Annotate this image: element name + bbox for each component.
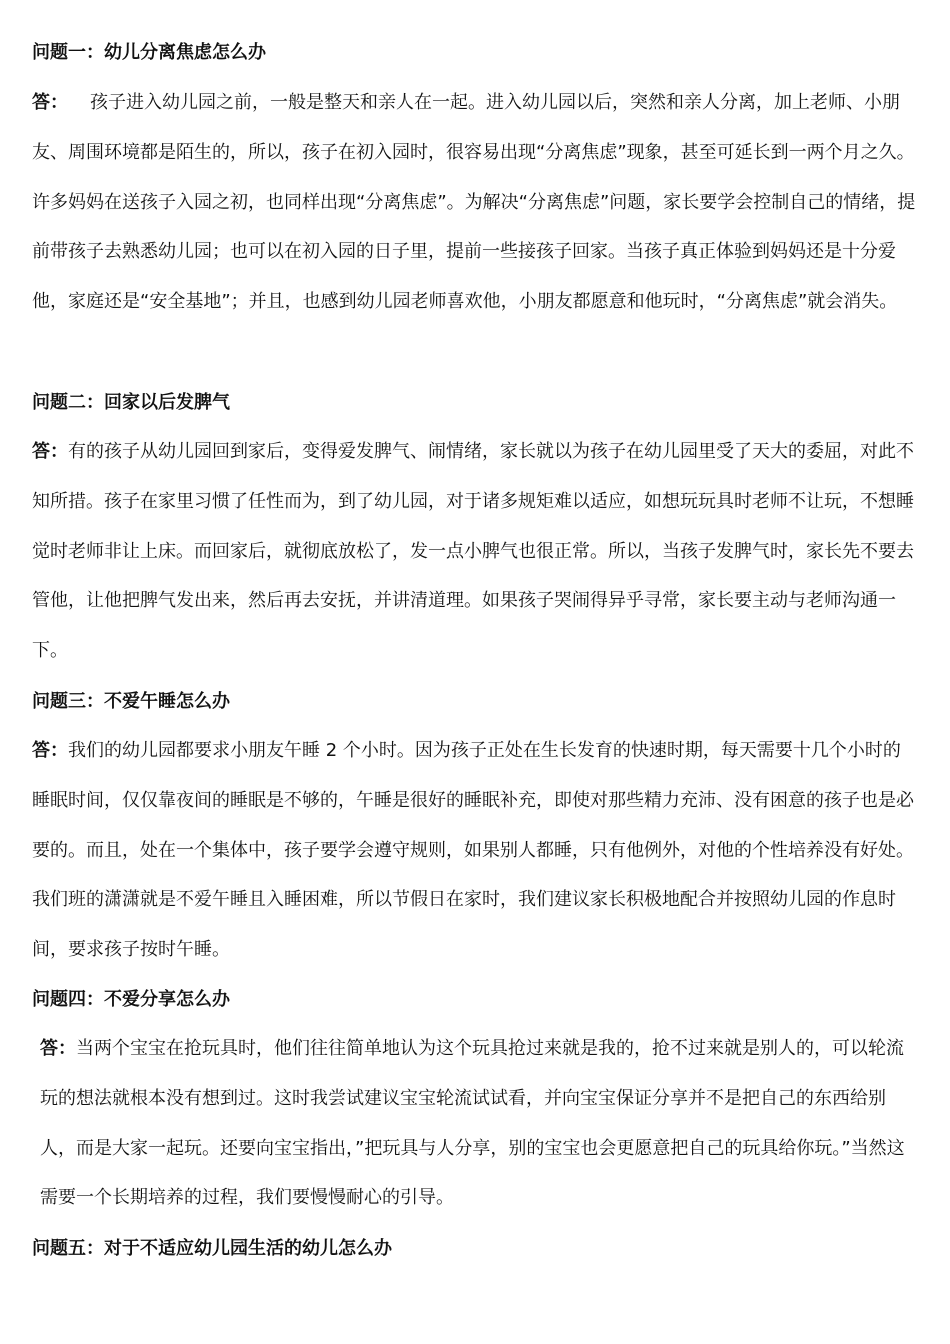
section-1-answer-text: 孩子进入幼儿园之前，一般是整天和亲人在一起。进入幼儿园以后，突然和亲人分离，加上老师、小朋友、周围环境都是陌生的，所以，孩子在初入园时，很容易出现“分离焦虑”现象，甚至可延长到一两个月之久。许多妈妈在送孩子入园之初，也同样出现“分离焦虑”。为解决“分离焦虑”问题，家长要学会控制自己的情绪，提前带孩子去熟悉幼儿园；也可以在初入园的日子里，提前一些接孩子回家。当孩子真正体验到妈妈还是十分爱他，家庭还是“安全基地”；并且，也感到幼儿园老师喜欢他，小朋友都愿意和他玩时，“分离焦虑”就会消失。: [32, 92, 916, 313]
section-4-answer: [40, 1024, 918, 1223]
section-3-answer-label: 答：: [32, 740, 68, 761]
section-2-answer-label: 答：: [32, 441, 68, 462]
section-3-heading: 问题三：不爱午睡怎么办: [32, 691, 230, 712]
section-2-answer: [32, 427, 916, 676]
section-2-answer-text: 有的孩子从幼儿园回到家后，变得爱发脾气、闹情绪，家长就以为孩子在幼儿园里受了天大的委屈，对此不知所措。孩子在家里习惯了任性而为，到了幼儿园，对于诸多规矩难以适应，如想玩玩具时老师不让玩，不想睡觉时老师非让上床。而回家后，就彻底放松了，发一点小脾气也很正常。所以，当孩子发脾气时，家长先不要去管他，让他把脾气发出来，然后再去安抚，并讲清道理。如果孩子哭闹得异乎寻常，家长要主动与老师沟通一下。: [32, 441, 914, 662]
section-3-answer-text: 我们的幼儿园都要求小朋友午睡 2 个小时。因为孩子正处在生长发育的快速时期，每天需要十几个小时的睡眠时间，仅仅靠夜间的睡眠是不够的，午睡是很好的睡眠补充，即使对那些精力充沛、没有困意的孩子也是必要的。而且，处在一个集体中，孩子要学会遵守规则，如果别人都睡，只有他例外，对他的个性培养没有好处。我们班的潇潇就是不爱午睡且入睡困难，所以节假日在家时，我们建议家长积极地配合并按照幼儿园的作息时间，要求孩子按时午睡。: [32, 740, 914, 961]
section-1-answer: [32, 78, 916, 327]
section-4-heading: 问题四：不爱分享怎么办: [32, 989, 230, 1010]
section-3-answer: [32, 726, 916, 975]
section-1-answer-label: 答：: [32, 92, 68, 113]
section-2-heading: 问题二：回家以后发脾气: [32, 392, 230, 413]
section-5-heading: 问题五：对于不适应幼儿园生活的幼儿怎么办: [32, 1238, 392, 1259]
section-4-answer-text: 当两个宝宝在抢玩具时，他们往往简单地认为这个玩具抢过来就是我的，抢不过来就是别人的，可以轮流玩的想法就根本没有想到过。这时我尝试建议宝宝轮流试试看，并向宝宝保证分享并不是把自己的东西给别人，而是大家一起玩。还要向宝宝指出，”把玩具与人分享，别的宝宝也会更愿意把自己的玩具给你玩。”当然这需要一个长期培养的过程，我们要慢慢耐心的引导。: [40, 1038, 905, 1209]
section-4-answer-label: 答：: [40, 1038, 76, 1059]
section-1-heading: 问题一：幼儿分离焦虑怎么办: [32, 42, 266, 63]
